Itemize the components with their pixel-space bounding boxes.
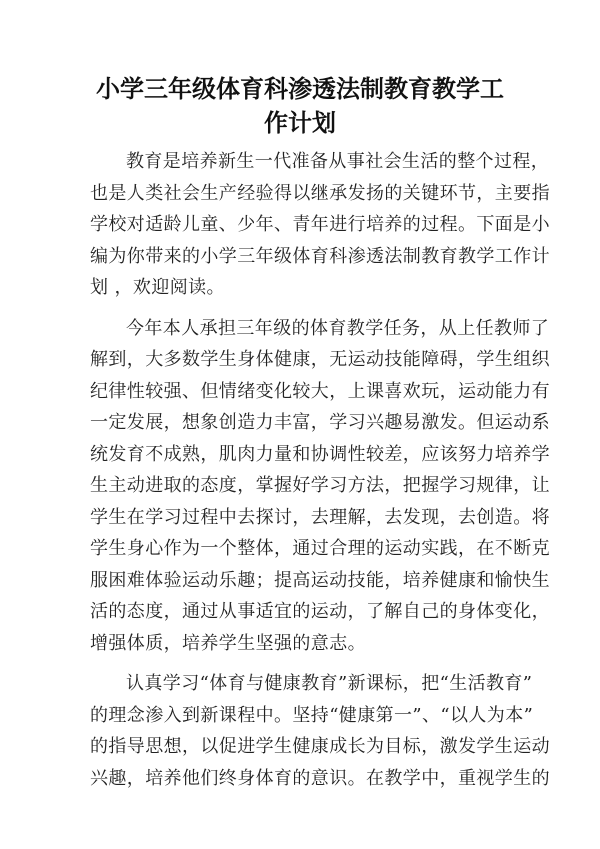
text-line: 兴趣，培养他们终身体育的意识。在教学中，重视学生的 (90, 767, 550, 789)
text-line: 今年本人承担三年级的体育教学任务，从上任教师了 (126, 317, 550, 339)
text-line: 教育是培养新生一代准备从事社会生活的整个过程， (126, 151, 550, 172)
text-line: 的理念渗入到新课程中。坚持“健康第一”、“以人为本” (90, 704, 534, 726)
paragraph-3 (90, 668, 550, 794)
text-line: 一定发展，想象创造力丰富，学习兴趣易激发。但运动系 (90, 412, 550, 433)
title-line-2: 作计划 (264, 108, 336, 137)
text-line: 解到，大多数学生身体健康，无运动技能障碍，学生组织 (90, 349, 550, 370)
title-line-1: 小学三年级体育科渗透法制教育教学工 (96, 74, 504, 103)
text-line: 统发育不成熟，肌肉力量和协调性较差，应该努力培养学 (90, 443, 550, 465)
text-line: 的指导思想，以促进学生健康成长为目标，激发学生运动 (90, 736, 550, 757)
text-line: 学生在学习过程中去探讨，去理解，去发现，去创造。将 (90, 506, 550, 528)
text-line: 划 ，欢迎阅读。 (90, 277, 225, 298)
text-line: 增强体质，培养学生坚强的意志。 (90, 632, 366, 654)
text-line: 学校对适龄儿童、少年、青年进行培养的过程。下面是小 (90, 214, 550, 235)
text-line: 纪律性较强、但情绪变化较大，上课喜欢玩，运动能力有 (90, 380, 550, 402)
text-line: 也是人类社会生产经验得以继承发扬的关键环节，主要指 (90, 182, 550, 204)
text-line: 学生身心作为一个整体，通过合理的运动实践，在不断克 (90, 538, 550, 559)
text-line: 认真学习“体育与健康教育”新课标，把“生活教育” (126, 673, 533, 694)
paragraph-2 (90, 313, 550, 660)
text-line: 活的态度，通过从事适宜的运动，了解自己的身体变化， (90, 601, 550, 622)
text-line: 编为你带来的小学三年级体育科渗透法制教育教学工作计 (90, 245, 550, 267)
text-line: 服困难体验运动乐趣；提高运动技能，培养健康和愉快生 (90, 569, 550, 591)
paragraph-1 (90, 146, 550, 304)
document-body (90, 146, 550, 803)
document-title (60, 72, 540, 140)
text-line: 生主动进取的态度，掌握好学习方法，把握学习规律，让 (90, 475, 550, 496)
